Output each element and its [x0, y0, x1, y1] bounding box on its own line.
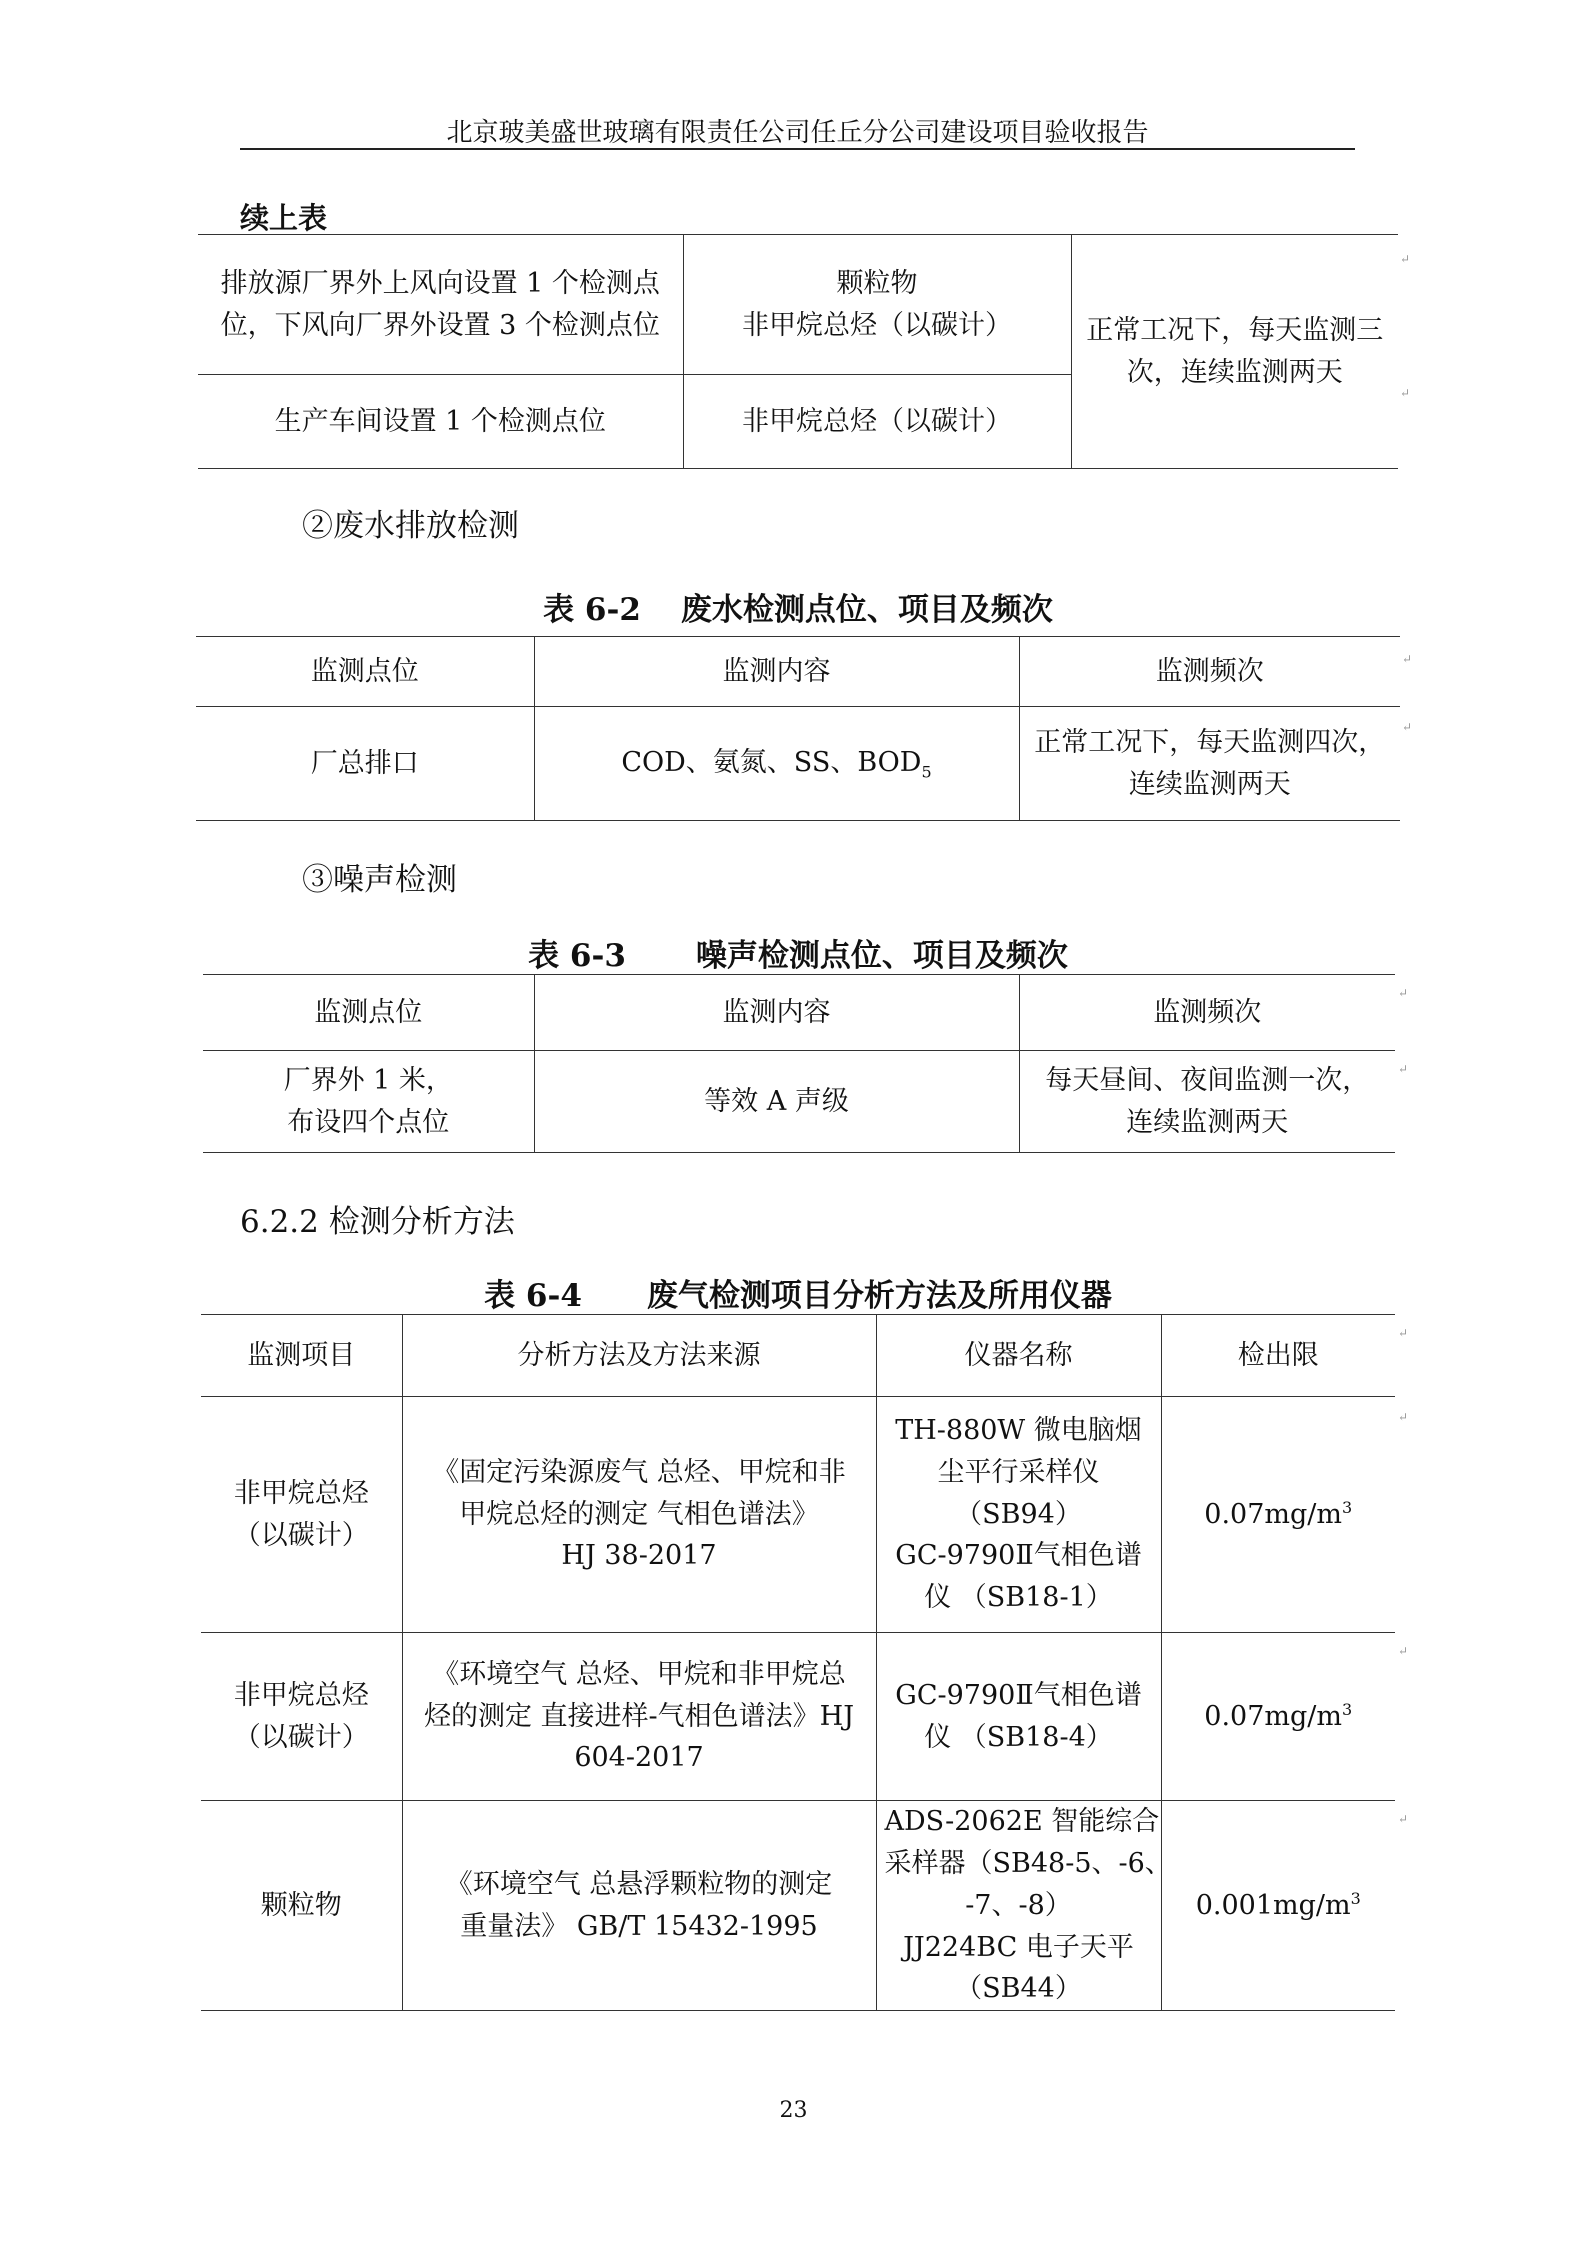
limit-cell: $0.001mg/m^3$	[1161, 1801, 1395, 2011]
limit-cell: $0.07mg/m^3$	[1161, 1633, 1395, 1801]
table-row	[201, 1633, 1395, 1801]
header-frequency: 监测频次	[1019, 637, 1400, 707]
table-row	[203, 1051, 1395, 1153]
paragraph-mark: ↵	[1398, 1326, 1409, 1340]
method-cell: 《环境空气 总烃、甲烷和非甲烷总 烃的测定 直接进样-气相色谱法》HJ 604-2017	[402, 1633, 876, 1801]
paragraph-mark: ↵	[1398, 1644, 1409, 1658]
frequency-cell: 每天昼间、夜间监测一次， 连续监测两天	[1019, 1051, 1395, 1153]
header-content: 监测内容	[534, 637, 1019, 707]
section-wastewater: ②废水排放检测	[302, 508, 519, 544]
table-6-2	[196, 636, 1400, 821]
header-location: 监测点位	[203, 975, 534, 1051]
header-item: 监测项目	[201, 1315, 402, 1397]
table-header-row	[201, 1315, 1395, 1397]
items-cell: 非甲烷总烃（以碳计）	[683, 375, 1071, 469]
section-noise: ③噪声检测	[302, 862, 457, 898]
page-number: 23	[779, 2098, 808, 2123]
table-row	[196, 707, 1400, 821]
paragraph-mark: ↵	[1398, 1062, 1409, 1076]
frequency-cell: 正常工况下，每天监测四次， 连续监测两天	[1019, 707, 1400, 821]
table-header-row	[203, 975, 1395, 1051]
items-cell: 颗粒物 非甲烷总烃（以碳计）	[683, 235, 1071, 375]
header-frequency: 监测频次	[1019, 975, 1395, 1051]
method-cell: 《环境空气 总悬浮颗粒物的测定 重量法》 GB/T 15432-1995	[402, 1801, 876, 2011]
header-limit: 检出限	[1161, 1315, 1395, 1397]
paragraph-mark: ↵	[1400, 252, 1411, 266]
location-cell: 厂界外 1 米， 布设四个点位	[203, 1051, 534, 1153]
header-method: 分析方法及方法来源	[402, 1315, 876, 1397]
instrument-cell: TH-880W 微电脑烟 尘平行采样仪 （SB94） GC-9790Ⅱ气相色谱 仪 （SB18-1）	[876, 1397, 1161, 1633]
location-cell: 厂总排口	[196, 707, 534, 821]
method-cell: 《固定污染源废气 总烃、甲烷和非 甲烷总烃的测定 气相色谱法》 HJ 38-2017	[402, 1397, 876, 1633]
table-6-3	[203, 974, 1395, 1153]
table-6-2-caption: 表 6-2 废水检测点位、项目及频次	[543, 592, 1053, 628]
table-6-3-caption: 表 6-3 噪声检测点位、项目及频次	[528, 938, 1068, 974]
table-6-4-caption: 表 6-4 废气检测项目分析方法及所用仪器	[484, 1278, 1112, 1314]
content-cell: COD、氨氮、SS、$BOD_5$	[534, 707, 1019, 821]
table-row	[201, 1397, 1395, 1633]
header-content: 监测内容	[534, 975, 1019, 1051]
section-method: 6.2.2 检测分析方法	[240, 1204, 515, 1240]
location-cell: 排放源厂界外上风向设置 1 个检测点 位，下风向厂界外设置 3 个检测点位	[198, 235, 683, 375]
item-cell: 非甲烷总烃 （以碳计）	[201, 1633, 402, 1801]
paragraph-mark: ↵	[1400, 386, 1411, 400]
page-header: 北京玻美盛世玻璃有限责任公司任丘分公司建设项目验收报告	[446, 118, 1149, 148]
paragraph-mark: ↵	[1398, 1812, 1409, 1826]
location-cell: 生产车间设置 1 个检测点位	[198, 375, 683, 469]
instrument-cell: GC-9790Ⅱ气相色谱 仪 （SB18-4）	[876, 1633, 1161, 1801]
table-row	[201, 1801, 1395, 2011]
table-header-row	[196, 637, 1400, 707]
content-cell: 等效 A 声级	[534, 1051, 1019, 1153]
table-continued	[198, 234, 1398, 469]
header-rule	[240, 148, 1355, 150]
paragraph-mark: ↵	[1398, 986, 1409, 1000]
header-location: 监测点位	[196, 637, 534, 707]
limit-cell: $0.07mg/m^3$	[1161, 1397, 1395, 1633]
continued-label: 续上表	[240, 201, 328, 235]
table-6-4	[201, 1314, 1395, 2011]
header-instrument: 仪器名称	[876, 1315, 1161, 1397]
paragraph-mark: ↵	[1402, 720, 1413, 734]
paragraph-mark: ↵	[1402, 652, 1413, 666]
instrument-cell: ADS-2062E 智能综合 采样器（SB48-5、-6、 -7、-8） JJ224BC 电子天平 （SB44）	[876, 1801, 1161, 2011]
table-row	[198, 235, 1398, 375]
item-cell: 非甲烷总烃 （以碳计）	[201, 1397, 402, 1633]
item-cell: 颗粒物	[201, 1801, 402, 2011]
frequency-cell: 正常工况下，每天监测三 次，连续监测两天	[1071, 235, 1398, 469]
paragraph-mark: ↵	[1398, 1410, 1409, 1424]
